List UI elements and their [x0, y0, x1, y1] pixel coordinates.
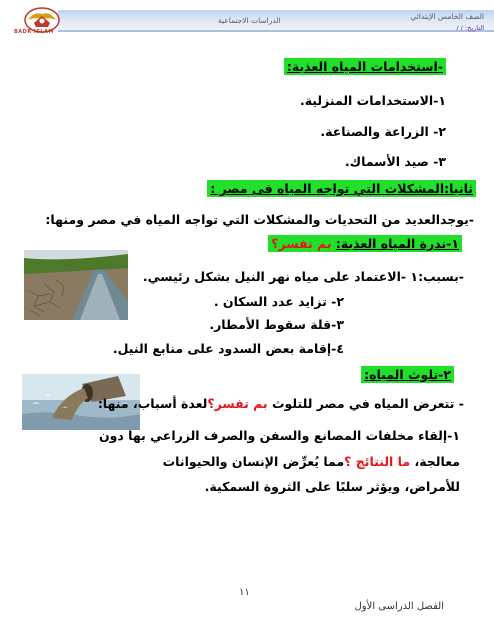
header-subject: الدراسات الاجتماعية	[218, 16, 281, 25]
problems-intro: -يوجدالعديد من التحديات والمشكلات التي تواجه المياه في مصر ومنها:	[45, 212, 474, 227]
uses-item-3: ٣- صيد الأسماك.	[344, 154, 446, 169]
header-grade: الصف الخامس الإبتدائي	[410, 12, 484, 21]
uses-item-1: ١-الاستخدامات المنزلية.	[299, 93, 446, 108]
footer-term: الفصل الدراسى الأول	[354, 601, 444, 612]
pollution-line-3: للأمراض، ويؤثر سلبًا على الثروة السمكية.	[204, 479, 460, 494]
page-number: ١١	[239, 587, 250, 598]
scarcity-reason-1: -بسبب:١ -الاعتماد على مياه نهر النيل بشكل رئيسي.	[142, 269, 464, 284]
dry-canal-photo	[24, 250, 128, 320]
pollution-line-2: معالجة، ما النتائج ؟مما يُعرِّض الإنسان والحيوانات	[162, 454, 460, 469]
pollution-title: ٢-تلوث المياه:	[361, 366, 454, 384]
scarcity-title: ١-ندرة المياه العذبة: بم تفسر؟	[268, 235, 462, 253]
uses-item-2: ٢- الزراعة والصناعة.	[320, 124, 446, 139]
page-header	[0, 0, 494, 40]
header-date: التاريخ: / /	[456, 24, 484, 32]
pollution-intro: - تتعرض المياه في مصر للتلوث بم تفسر؟لعدة أسباب، منها:	[97, 396, 464, 411]
pollution-line-1: ١-إلقاء مخلفات المصانع والسفن والصرف الزراعي بها دون	[98, 428, 460, 443]
scarcity-reason-2: ٢- تزايد عدد السكان .	[213, 294, 344, 309]
scarcity-reason-4: ٤-إقامة بعض السدود على منابع النيل.	[112, 341, 344, 356]
uses-title: -استخدامات المياه العذبة:	[284, 58, 446, 76]
logo-text: BADR ISLAM	[14, 29, 54, 35]
scarcity-reason-3: ٣-قلة سقوط الأمطار.	[209, 317, 344, 332]
problems-title: ثانيا:المشكلات التي تواجه المياه فى مصر :	[207, 180, 476, 198]
